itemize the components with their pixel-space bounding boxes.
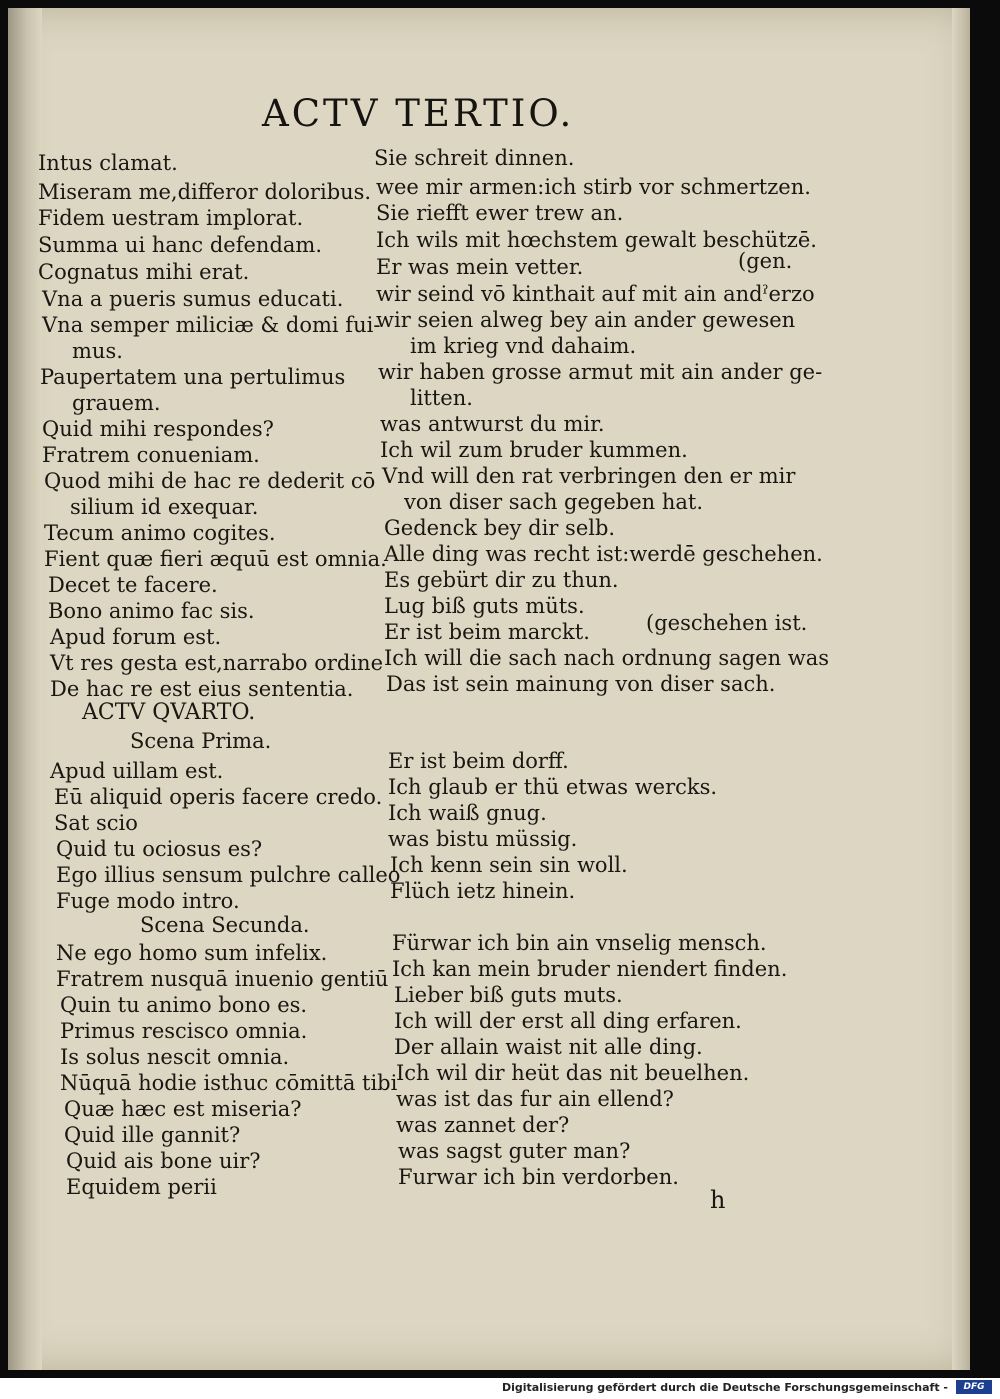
german-line: im krieg vnd dahaim. [410,334,637,358]
latin-line: mus. [72,339,123,363]
german-line: Der allain waist nit alle ding. [394,1035,703,1059]
german-line: Ich kenn sein sin woll. [390,853,628,877]
latin-line: Quæ hæc est miseria? [64,1097,302,1121]
dfg-logo: DFG [956,1380,992,1394]
german-line: Ich kan mein bruder niendert finden. [392,957,788,981]
latin-line: Apud uillam est. [50,759,224,783]
german-line: Sie schreit dinnen. [374,146,575,170]
latin-line: Intus clamat. [38,151,178,175]
latin-line: Bono animo fac sis. [48,599,255,623]
latin-line: Fratrem conueniam. [42,443,260,467]
latin-line: grauem. [72,391,161,415]
german-line: Ich waiß gnug. [388,801,547,825]
latin-line: Quid ais bone uir? [66,1149,261,1173]
german-line: Er ist beim marckt. [384,620,590,644]
latin-line: Vna semper miliciæ & domi fui- [42,313,381,337]
german-line: Vnd will den rat verbringen den er mir [382,464,796,488]
german-line: wee mir armen:ich stirb vor schmertzen. [376,175,811,199]
german-line: was ist das fur ain ellend? [396,1087,674,1111]
latin-line: Fient quæ fieri æquū est omnia. [44,547,387,571]
latin-line: Ne ego homo sum infelix. [56,941,328,965]
latin-line: Nūquā hodie isthuc cōmittā tibi [60,1071,398,1095]
german-line: Lieber biß guts muts. [394,983,623,1007]
german-line: Ich wil dir heüt das nit beuelhen. [396,1061,750,1085]
german-line: Ich will die sach nach ordnung sagen was [384,646,830,670]
latin-line: Quid ille gannit? [64,1123,241,1147]
german-line: wir haben grosse armut mit ain ander ge- [378,360,823,384]
latin-line: Fratrem nusquā inuenio gentiū [56,967,389,991]
latin-line: Quin tu animo bono es. [60,993,308,1017]
act-heading: ACTV QVARTO. [82,700,256,725]
german-line: Ich wils mit hœchstem gewalt beschützē. [376,228,817,252]
latin-line: Paupertatem una pertulimus [40,365,346,389]
latin-line: De hac re est eius sententia. [50,677,354,701]
latin-line: Sat scio [54,811,138,835]
german-line: was bistu müssig. [388,827,578,851]
page-heading: ACTV TERTIO. [262,92,575,135]
german-line: von diser sach gegeben hat. [404,490,704,514]
german-line: Gedenck bey dir selb. [384,516,616,540]
latin-line: Apud forum est. [50,625,222,649]
german-line: Ich wil zum bruder kummen. [380,438,688,462]
german-line: Ich will der erst all ding erfaren. [394,1009,742,1033]
german-line: Es gebürt dir zu thun. [384,568,619,592]
latin-line: Ego illius sensum pulchre calleo [56,863,401,887]
latin-line: Cognatus mihi erat. [38,260,250,284]
scene-heading: Scena Secunda. [140,913,310,937]
german-line: Das ist sein mainung von diser sach. [386,672,776,696]
german-line: Alle ding was recht ist:werdē geschehen. [384,542,823,566]
latin-line: silium id exequar. [70,495,259,519]
german-line: Flüch ietz hinein. [390,879,576,903]
latin-line: Tecum animo cogites. [44,521,276,545]
german-line: Er ist beim dorff. [388,749,569,773]
page-gutter-shadow [8,8,42,1370]
latin-line: Fuge modo intro. [56,889,240,913]
latin-line: Quid mihi respondes? [42,417,274,441]
latin-line: Decet te facere. [48,573,218,597]
german-line: was zannet der? [396,1113,570,1137]
german-line: was antwurst du mir. [380,412,605,436]
german-line: Ich glaub er thü etwas wercks. [388,775,718,799]
latin-line: Primus rescisco omnia. [60,1019,308,1043]
latin-line: Quod mihi de hac re dederit cō [44,469,376,493]
latin-line: Vt res gesta est,narrabo ordine [50,651,383,675]
latin-line: Equidem perii [66,1175,217,1199]
german-note: (gen. [738,249,793,273]
german-note: (geschehen ist. [646,611,808,635]
german-line: Lug biß guts müts. [384,594,585,618]
latin-line: Summa ui hanc defendam. [38,233,323,257]
german-line: Fürwar ich bin ain vnselig mensch. [392,931,767,955]
footer-bar [0,1378,1000,1399]
latin-line: Is solus nescit omnia. [60,1045,290,1069]
german-line: was sagst guter man? [398,1139,631,1163]
german-line: litten. [410,386,473,410]
german-line: Er was mein vetter. [376,255,584,279]
latin-line: Miseram me,differor doloribus. [38,180,372,204]
funding-note: Digitalisierung gefördert durch die Deutsche Forschungsgemeinschaft - [501,1381,948,1394]
latin-line: Quid tu ociosus es? [56,837,263,861]
signature-mark: h [710,1186,726,1214]
latin-line: Fidem uestram implorat. [38,206,304,230]
german-line: wir seien alweg bey ain ander gewesen [376,308,796,332]
german-line: Furwar ich bin verdorben. [398,1165,679,1189]
german-line: wir seind vō kinthait auf mit ain andˀerzo [376,282,815,306]
latin-line: Eū aliquid operis facere credo. [54,785,383,809]
german-line: Sie riefft ewer trew an. [376,201,624,225]
latin-line: Vna a pueris sumus educati. [42,287,344,311]
scene-heading: Scena Prima. [130,729,272,753]
page-edge-shadow [952,8,970,1370]
